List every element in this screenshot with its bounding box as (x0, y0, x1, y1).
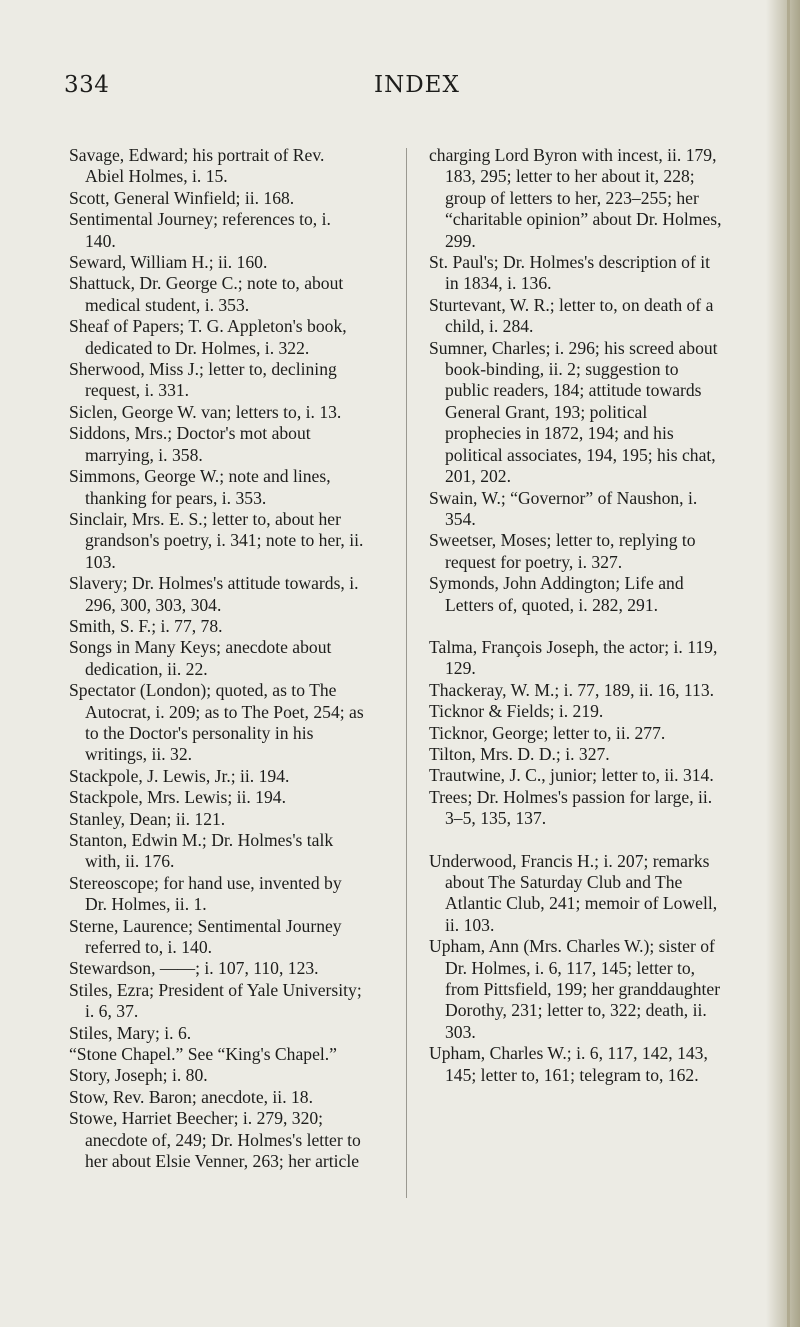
index-entry: Sterne, Laurence; Sentimental Journey referred to, i. 140. (69, 915, 342, 958)
index-entry: Sherwood, Miss J.; letter to, declining request, i. 331. (69, 359, 337, 401)
index-entry: Sinclair, Mrs. E. S.; letter to, about her grandson's poetry, i. 341; note to her, ii. 103. (69, 508, 364, 572)
index-entry: Stiles, Ezra; President of Yale University; i. 6, 37. (69, 979, 362, 1022)
index-entry: Siddons, Mrs.; Doctor's mot about marrying, i. 358. (69, 423, 311, 465)
index-entry: Stowe, Harriet Beecher; i. 279, 320; anecdote of, 249; Dr. Holmes's letter to her about Elsie Venner, 263; her article (69, 1108, 361, 1172)
index-entry: Stackpole, Mrs. Lewis; ii. 194. (69, 787, 286, 808)
index-entry: Upham, Charles W.; i. 6, 117, 142, 143, 145; letter to, 161; telegram to, 162. (429, 1043, 708, 1085)
index-entry: Sweetser, Moses; letter to, replying to request for poetry, i. 327. (429, 530, 696, 572)
index-entry: Stiles, Mary; i. 6. (69, 1022, 192, 1043)
index-entry: Stewardson, ——; i. 107, 110, 123. (69, 958, 319, 979)
page-edge-line (787, 0, 790, 1327)
index-entry: Ticknor, George; letter to, ii. 277. (429, 722, 666, 743)
page-header (64, 72, 714, 112)
index-entry: Sentimental Journey; references to, i. 140. (69, 209, 331, 251)
index-entry: Story, Joseph; i. 80. (69, 1065, 208, 1086)
index-entry: Underwood, Francis H.; i. 207; remarks about The Saturday Club and The Atlantic Club, 241; memoir of Lowell, ii. 103. (429, 850, 718, 935)
page-edge-shadow (766, 0, 800, 1327)
index-entry: Trees; Dr. Holmes's passion for large, ii. 3–5, 135, 137. (429, 786, 713, 829)
index-entry: Seward, William H.; ii. 160. (69, 252, 268, 273)
index-entry: charging Lord Byron with incest, ii. 179, 183, 295; letter to her about it, 228; group of letters to her, 223–255; her “charitable opinion” about Dr. Holmes, 299. (429, 145, 722, 251)
index-entry: Siclen, George W. van; letters to, i. 13. (69, 401, 342, 422)
column-divider (406, 148, 407, 1198)
index-column-right (429, 145, 726, 1086)
running-title: INDEX (374, 72, 460, 98)
index-entry: Symonds, John Addington; Life and Letters of, quoted, i. 282, 291. (429, 573, 684, 615)
index-column-left (69, 145, 366, 1173)
section-gap (429, 830, 726, 851)
index-entry: Sturtevant, W. R.; letter to, on death of a child, i. 284. (429, 294, 714, 337)
index-entry: Spectator (London); quoted, as to The Autocrat, i. 209; as to The Poet, 254; as to the Doctor's personality in his writings, ii. 32. (69, 680, 364, 765)
index-entry: Talma, François Joseph, the actor; i. 119, 129. (429, 636, 718, 679)
index-entry: Sheaf of Papers; T. G. Appleton's book, dedicated to Dr. Holmes, i. 322. (69, 316, 347, 358)
index-entry: Trautwine, J. C., junior; letter to, ii. 314. (429, 765, 714, 786)
index-entry: Stow, Rev. Baron; anecdote, ii. 18. (69, 1086, 313, 1107)
index-entry: Sumner, Charles; i. 296; his screed about book-binding, ii. 2; suggestion to public readers, 184; attitude towards General Grant, 193; political prophecies in 1872, 194; and his political associates, 194, 195; his chat, 201, 202. (429, 337, 718, 487)
index-entry: Tilton, Mrs. D. D.; i. 327. (429, 743, 610, 764)
index-entry: Thackeray, W. M.; i. 77, 189, ii. 16, 113. (429, 679, 715, 700)
index-entry: Simmons, George W.; note and lines, thanking for pears, i. 353. (69, 466, 331, 508)
index-entry: Upham, Ann (Mrs. Charles W.); sister of Dr. Holmes, i. 6, 117, 145; letter to, from Pittsfield, 199; her granddaughter Dorothy, 231; letter to, 322; death, ii. 303. (429, 936, 721, 1042)
section-gap (429, 616, 726, 637)
index-entry: Stanley, Dean; ii. 121. (69, 808, 226, 829)
index-entry: Stereoscope; for hand use, invented by Dr. Holmes, ii. 1. (69, 872, 342, 915)
index-entry: Scott, General Winfield; ii. 168. (69, 187, 295, 208)
page-number: 334 (64, 72, 110, 98)
index-entry: Slavery; Dr. Holmes's attitude towards, i. 296, 300, 303, 304. (69, 573, 359, 615)
index-entry: Shattuck, Dr. George C.; note to, about medical student, i. 353. (69, 273, 344, 315)
index-entry: Ticknor & Fields; i. 219. (429, 701, 604, 722)
index-entry: Swain, W.; “Governor” of Naushon, i. 354. (429, 487, 698, 529)
index-entry: Stanton, Edwin M.; Dr. Holmes's talk with, ii. 176. (69, 830, 334, 872)
index-entry: Songs in Many Keys; anecdote about dedication, ii. 22. (69, 637, 332, 679)
index-entry: Stackpole, J. Lewis, Jr.; ii. 194. (69, 765, 290, 786)
index-entry: Smith, S. F.; i. 77, 78. (69, 615, 223, 636)
index-entry: Savage, Edward; his portrait of Rev. Abiel Holmes, i. 15. (69, 145, 325, 187)
index-entry: “Stone Chapel.” See “King's Chapel.” (69, 1044, 337, 1065)
index-entry: St. Paul's; Dr. Holmes's description of it in 1834, i. 136. (429, 252, 710, 294)
